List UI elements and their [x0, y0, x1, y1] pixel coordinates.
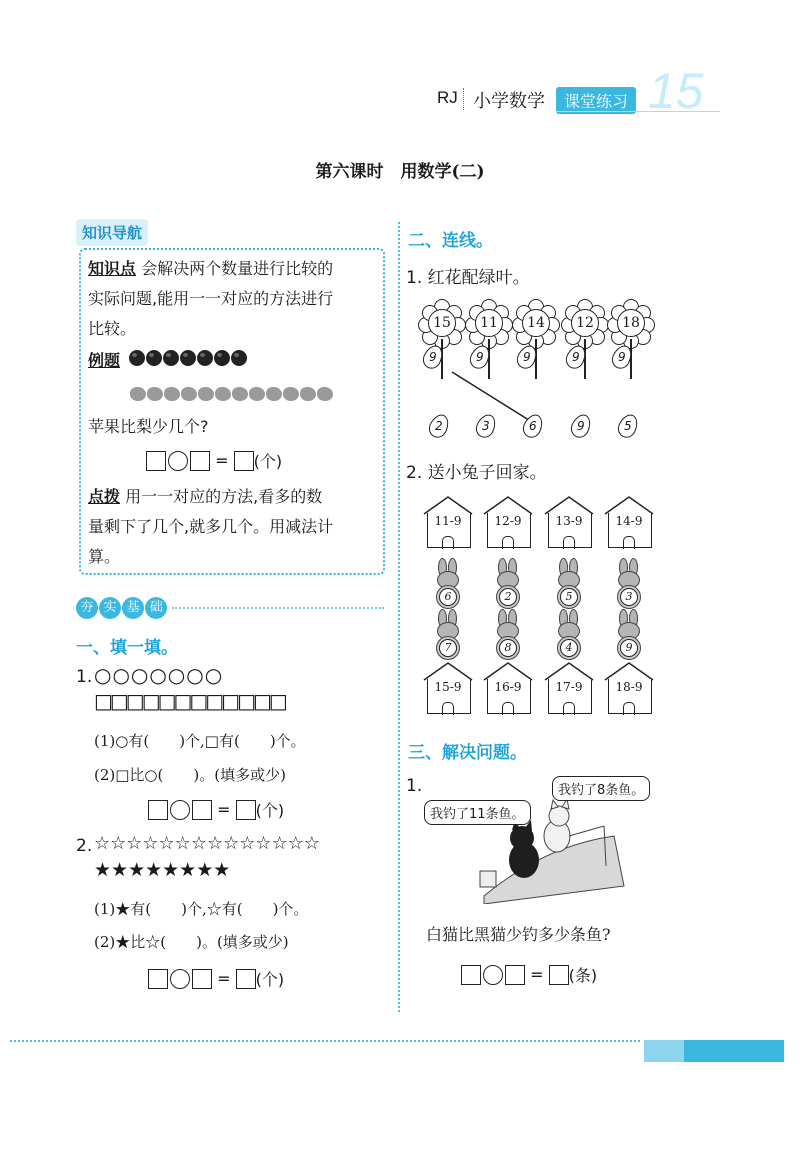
- apple-icon: [163, 350, 179, 366]
- rabbit-icon[interactable]: [552, 609, 584, 659]
- example-label: 例题: [88, 351, 121, 370]
- apple-group: [129, 351, 248, 370]
- rabbit-icon[interactable]: [552, 558, 584, 608]
- unit-label: (个): [255, 801, 285, 820]
- operator-circle[interactable]: [170, 969, 190, 989]
- rabbit-question-title: 2. 送小兔子回家。: [406, 463, 547, 483]
- answer-box[interactable]: [148, 800, 168, 820]
- house-roof: [544, 495, 594, 515]
- answer-leaf-number: 6: [529, 418, 537, 433]
- top-house[interactable]: [485, 497, 531, 549]
- rabbit-icon[interactable]: [612, 609, 644, 659]
- rabbit-number: 8: [499, 639, 517, 657]
- house-roof: [483, 661, 533, 681]
- flower-number[interactable]: 12: [571, 309, 599, 337]
- answer-box[interactable]: [549, 965, 569, 985]
- pear-icon: [283, 387, 299, 401]
- pear-icon: [130, 387, 146, 401]
- house-door: [442, 536, 454, 549]
- pear-icon: [164, 387, 180, 401]
- fishing-cats-illustration: [424, 776, 664, 904]
- unit-label: (个): [253, 452, 283, 471]
- house-door: [442, 702, 454, 715]
- s3-q1-equation: = (条): [461, 963, 597, 986]
- q2-number: 2.: [76, 836, 93, 856]
- house-door: [623, 536, 635, 549]
- house-expression: 18-9: [615, 680, 643, 694]
- footer-bar-accent: [644, 1040, 684, 1062]
- top-house[interactable]: [606, 497, 652, 549]
- q2-equation: = (个): [148, 967, 284, 990]
- unit-label: (个): [255, 970, 285, 989]
- rabbit-icon[interactable]: [431, 609, 463, 659]
- house-roof: [483, 495, 533, 515]
- section1-title: 一、填一填。: [76, 638, 178, 658]
- house-expression: 14-9: [615, 514, 643, 528]
- section2-title: 二、连线。: [408, 231, 493, 251]
- answer-box[interactable]: [192, 969, 212, 989]
- house-roof: [604, 661, 654, 681]
- pear-group: [130, 386, 334, 405]
- rabbit-number: 7: [439, 639, 457, 657]
- example-equation: = (个): [146, 449, 282, 472]
- q1-line1: (1)○有( )个,□有( )个。: [94, 732, 306, 750]
- q2-line2: (2)★比☆( )。(填多或少): [94, 933, 289, 951]
- q1-equation: = (个): [148, 798, 284, 821]
- edition-label: RJ: [437, 88, 458, 107]
- page-number: 15: [648, 63, 704, 119]
- flower: [469, 303, 507, 341]
- flower-number[interactable]: 11: [475, 309, 503, 337]
- bottom-house[interactable]: [425, 663, 471, 715]
- solid-star-row: ★★★★★★★★: [94, 859, 231, 881]
- operator-circle[interactable]: [483, 965, 503, 985]
- banner-char: 础: [145, 597, 167, 619]
- flower: [565, 303, 603, 341]
- q1-line2: (2)□比○( )。(填多或少): [94, 766, 286, 784]
- answer-leaf-number: 3: [482, 418, 490, 433]
- house-expression: 13-9: [555, 514, 583, 528]
- rabbit-number: 3: [620, 588, 638, 606]
- knowledge-point-text-1: 会解决两个数量进行比较的: [141, 259, 334, 278]
- tip-text-2: 量剩下了几个,就多几个。用减法计: [88, 517, 334, 536]
- flower-leaf-number: 9: [572, 349, 580, 364]
- flower-leaf-number: 9: [618, 349, 626, 364]
- flower-leaf-number: 9: [429, 349, 437, 364]
- tip-label: 点拨: [88, 487, 121, 506]
- answer-box[interactable]: [505, 965, 525, 985]
- footer-rule: [10, 1040, 640, 1042]
- answer-box[interactable]: [190, 451, 210, 471]
- tip: [88, 482, 380, 572]
- house-expression: 15-9: [434, 680, 462, 694]
- flower-leaf-number: 9: [523, 349, 531, 364]
- apple-icon: [214, 350, 230, 366]
- pear-icon: [266, 387, 282, 401]
- house-door: [502, 702, 514, 715]
- banner-char: 实: [99, 597, 121, 619]
- rabbit-number: 4: [560, 639, 578, 657]
- rabbit-icon[interactable]: [612, 558, 644, 608]
- knowledge-point-label: 知识点: [88, 259, 137, 278]
- knowledge-tab: 知识导航: [76, 219, 148, 246]
- banner-rule: [172, 607, 384, 609]
- pear-icon: [317, 387, 333, 401]
- black-cat-speech: 我钓了11条鱼。: [424, 800, 531, 825]
- section3-title: 三、解决问题。: [408, 743, 527, 763]
- bottom-house[interactable]: [546, 663, 592, 715]
- example-question: 苹果比梨少几个?: [88, 417, 209, 436]
- banner-char: 夯: [76, 597, 98, 619]
- flower: [422, 303, 460, 341]
- bottom-house[interactable]: [606, 663, 652, 715]
- subject-label: 小学数学: [473, 91, 545, 112]
- pear-icon: [181, 387, 197, 401]
- header-separator: [463, 88, 464, 110]
- flower-question-title: 1. 红花配绿叶。: [406, 268, 530, 288]
- rabbit-icon[interactable]: [491, 558, 523, 608]
- circle-row: ○○○○○○○: [94, 663, 224, 687]
- column-divider: [398, 222, 400, 1012]
- apple-icon: [129, 350, 145, 366]
- house-door: [502, 536, 514, 549]
- banner-char: 基: [122, 597, 144, 619]
- house-roof: [604, 495, 654, 515]
- answer-leaf-number: 2: [435, 418, 443, 433]
- apple-icon: [197, 350, 213, 366]
- practice-tag: 课堂练习: [556, 87, 636, 114]
- apple-icon: [231, 350, 247, 366]
- operator-circle[interactable]: [170, 800, 190, 820]
- lesson-title: 第六课时 用数学(二): [315, 162, 485, 182]
- rabbit-icon[interactable]: [491, 609, 523, 659]
- answer-leaf-number: 5: [624, 418, 632, 433]
- hollow-star-row: ☆☆☆☆☆☆☆☆☆☆☆☆☆☆: [94, 833, 320, 854]
- operator-circle[interactable]: [168, 451, 188, 471]
- square-row: □□□□□□□□□□□□: [94, 689, 285, 713]
- example-row: [88, 346, 248, 376]
- answer-box[interactable]: [148, 969, 168, 989]
- top-house[interactable]: [546, 497, 592, 549]
- flower-number[interactable]: 15: [428, 309, 456, 337]
- answer-box[interactable]: [236, 969, 256, 989]
- flower: [516, 303, 554, 341]
- pear-icon: [198, 387, 214, 401]
- pear-icon: [249, 387, 265, 401]
- pear-icon: [215, 387, 231, 401]
- rabbit-number: 9: [620, 639, 638, 657]
- house-door: [563, 702, 575, 715]
- q1-number: 1.: [76, 667, 93, 687]
- rabbit-number: 2: [499, 588, 517, 606]
- white-cat-speech: 我钓了8条鱼。: [552, 776, 650, 801]
- tip-text-3: 算。: [88, 547, 121, 566]
- house-door: [563, 536, 575, 549]
- rabbit-number: 5: [560, 588, 578, 606]
- answer-box[interactable]: [461, 965, 481, 985]
- flower-number[interactable]: 14: [522, 309, 550, 337]
- flower-leaf-number: 9: [476, 349, 484, 364]
- rabbit-icon[interactable]: [431, 558, 463, 608]
- top-house[interactable]: [425, 497, 471, 549]
- flower: [611, 303, 649, 341]
- house-roof: [423, 495, 473, 515]
- house-expression: 12-9: [494, 514, 522, 528]
- bottom-house[interactable]: [485, 663, 531, 715]
- answer-leaf-number: 9: [577, 418, 585, 433]
- knowledge-point-text-3: 比较。: [88, 319, 137, 338]
- pear-icon: [232, 387, 248, 401]
- rabbit-number: 6: [439, 588, 457, 606]
- house-expression: 17-9: [555, 680, 583, 694]
- flower-number[interactable]: 18: [617, 309, 645, 337]
- house-door: [623, 702, 635, 715]
- answer-box[interactable]: [236, 800, 256, 820]
- apple-icon: [146, 350, 162, 366]
- pear-icon: [300, 387, 316, 401]
- unit-label: (条): [568, 966, 598, 985]
- knowledge-point: [88, 254, 380, 344]
- tip-text-1: 用一一对应的方法,看多的数: [125, 487, 323, 506]
- header-rule: [556, 111, 720, 112]
- answer-box[interactable]: [146, 451, 166, 471]
- q2-line1: (1)★有( )个,☆有( )个。: [94, 900, 309, 918]
- section-banner: [76, 596, 163, 619]
- knowledge-point-text-2: 实际问题,能用一一对应的方法进行: [88, 289, 334, 308]
- house-roof: [544, 661, 594, 681]
- match-line: [452, 372, 532, 422]
- s3-q1-number: 1.: [406, 776, 423, 796]
- pear-icon: [147, 387, 163, 401]
- house-expression: 16-9: [494, 680, 522, 694]
- s3-q1-question: 白猫比黑猫少钓多少条鱼?: [426, 925, 611, 944]
- answer-box[interactable]: [192, 800, 212, 820]
- answer-box[interactable]: [234, 451, 254, 471]
- house-expression: 11-9: [434, 514, 462, 528]
- apple-icon: [180, 350, 196, 366]
- house-roof: [423, 661, 473, 681]
